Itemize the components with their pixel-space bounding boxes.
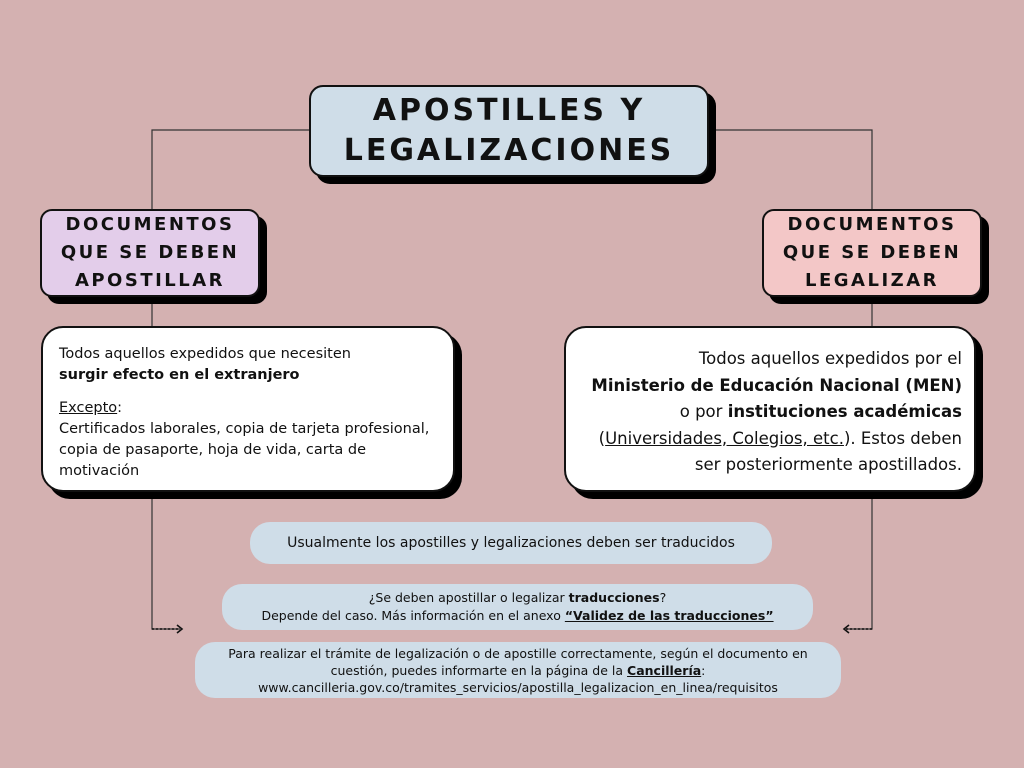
title-box (309, 85, 709, 177)
procedure-note: Para realizar el trámite de legalización o de apostille correctamente, según el documento en cuestión, puedes informarte en la página de la Cancillería: www.cancilleria.gov.co/tramites_servicios/apostilla_legalizacion_en_linea/requisitos (195, 642, 841, 698)
cancilleria-url[interactable]: www.cancilleria.gov.co/tramites_servicios/apostilla_legalizacion_en_linea/requisitos (258, 680, 778, 695)
legalizar-description-card (564, 326, 976, 492)
apostillar-description-card (41, 326, 455, 492)
apostillar-exceptions: Excepto: Certificados laborales, copia de tarjeta profesional, copia de pasaporte, hoja de vida, carta de motivación (59, 400, 430, 479)
annex-link[interactable]: “Validez de las traducciones” (564, 608, 774, 623)
legalizar-text: Todos aquellos expedidos por el Ministerio de Educación Nacional (MEN) o por instituciones académicas (Universidades, Colegios, etc.). Estos deben ser posteriormente apostillados. (591, 349, 962, 474)
connector-title-left (152, 130, 309, 209)
connector-left-card-arrow (152, 498, 180, 629)
apostillar-intro: Todos aquellos expedidos que necesiten surgir efecto en el extranjero (59, 346, 351, 383)
title-text: APOSTILLES Y LEGALIZACIONES (343, 93, 675, 168)
connector-title-right (709, 130, 872, 209)
cancilleria-link[interactable]: Cancillería (627, 663, 702, 678)
connector-right-card-arrow (846, 498, 872, 629)
category-legalizar: DOCUMENTOS QUE SE DEBEN LEGALIZAR (762, 209, 982, 297)
category-apostillar: DOCUMENTOS QUE SE DEBEN APOSTILLAR (40, 209, 260, 297)
translation-note: Usualmente los apostilles y legalizaciones deben ser traducidos (250, 522, 772, 564)
translation-question-note: ¿Se deben apostillar o legalizar traducciones? Depende del caso. Más información en el anexo “Validez de las traducciones” (222, 584, 813, 630)
